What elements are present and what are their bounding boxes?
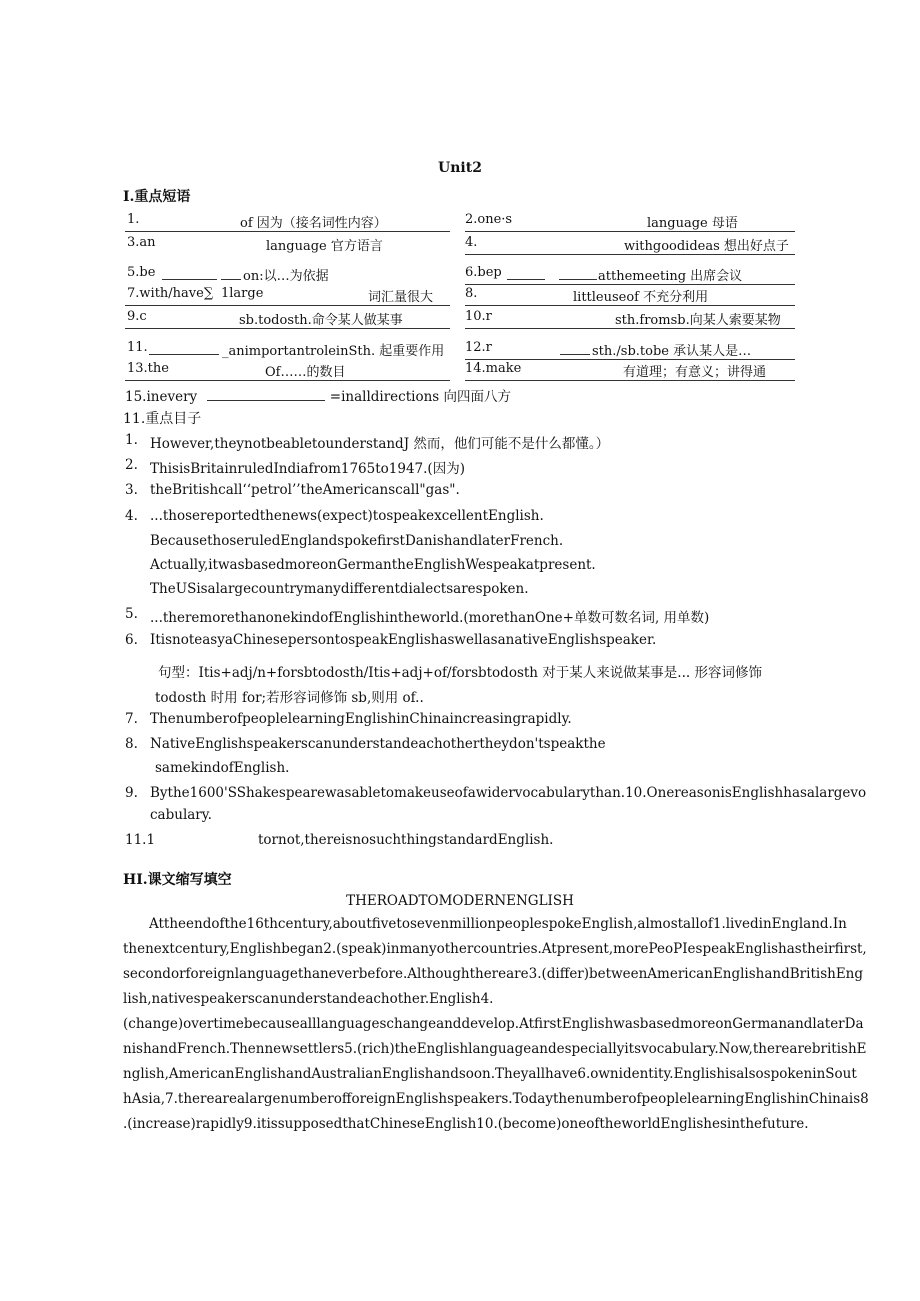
- passage-body: [123, 912, 869, 1137]
- phrase-number: 4.: [465, 235, 478, 250]
- phrase-number: 9.c: [127, 309, 147, 324]
- passage-line: nishandFrench.Thennewsettlers5.(rich)theEnglishlanguageandespeciallyitsvocabulary.Now,therearebritishE: [123, 1041, 867, 1057]
- sentence-text: ...thosereportedthenews(expect)tospeakexcellentEnglish.: [150, 508, 544, 524]
- phrase-number: 14.make: [465, 361, 522, 376]
- phrase-number: 3.an: [127, 235, 156, 250]
- phrase-text: of 因为（接名词性内容）: [240, 216, 387, 231]
- phrase-row: [125, 340, 795, 360]
- passage-line: hAsia,7.therearealargenumberofforeignEnglishspeakers.TodaythenumberofpeoplelearningEnglishinChinais8: [123, 1091, 869, 1107]
- phrase-right-cell: [465, 309, 795, 329]
- passage-title: THEROADTOMODERNENGLISH: [346, 893, 574, 909]
- phrase-number: 5.be: [127, 265, 156, 280]
- phrase-number: 11.: [127, 340, 148, 355]
- phrase-number: 2.one·s: [465, 212, 513, 227]
- sentence-number: 2.: [125, 457, 138, 473]
- sentence-text: TheUSisalargecountrymanydifferentdialectsarespoken.: [150, 581, 529, 597]
- sentence-text: tornot,thereisnosuchthingstandardEnglish.: [258, 832, 554, 848]
- phrase-number: 7.with/have∑: [127, 286, 214, 301]
- phrase-row: [125, 235, 795, 255]
- phrase-row-15: [125, 385, 511, 405]
- phrase-text: =inalldirections 向四面八方: [329, 389, 512, 405]
- sentence-number: 1.: [125, 432, 138, 448]
- sentence-text: theBritishcall‘‘petrol’’theAmericanscall"gas".: [150, 482, 460, 498]
- sentence-text: ThenumberofpeoplelearningEnglishinChinaincreasingrapidly.: [150, 711, 572, 727]
- phrase-text: sth./sb.tobe 承认某人是…: [592, 344, 752, 359]
- phrase-text: 词汇量很大: [368, 290, 434, 305]
- phrase-right-cell: [465, 286, 795, 306]
- phrase-number: 13.the: [127, 361, 169, 376]
- passage-line: secondorforeignlanguagethaneverbefore.Althoughthereare3.(differ)betweenAmericanEnglishandBritishEng: [123, 966, 864, 982]
- phrase-right-cell: [465, 340, 795, 360]
- phrase-right-cell: [465, 265, 795, 285]
- section-heading-sentences: 11.重点目子: [123, 411, 202, 427]
- sentence-text: However,theynotbeabletounderstandJ 然而，他们可能不是什么都懂。）: [150, 436, 610, 452]
- sentence-number: 9.: [125, 785, 138, 801]
- fill-blank: [162, 267, 217, 280]
- phrase-text: atthemeeting 出席会议: [598, 269, 743, 284]
- phrase-row: [125, 286, 795, 306]
- phrase-number: 8.: [465, 286, 478, 301]
- sentence-text: ItisnoteasyaChinesepersontospeakEnglishaswellasanativeEnglishspeaker.: [150, 632, 657, 648]
- sentence-number: 5.: [125, 606, 138, 622]
- section-heading-phrases: I.重点短语: [123, 189, 191, 205]
- phrase-right-cell: [465, 235, 795, 255]
- passage-line: Attheendofthe16thcentury,aboutfivetosevenmillionpeoplespokeEnglish,almostallof1.livedinEngland.In: [149, 916, 847, 932]
- passage-line: thenextcentury,Englishbegan2.(speak)inmanyothercountries.Atpresent,morePeoPIespeakEnglishastheirfirst,: [123, 941, 867, 957]
- sentence-text: NativeEnglishspeakerscanunderstandeachothertheydon'tspeakthe: [150, 736, 606, 752]
- phrase-number: 15.inevery: [125, 389, 198, 405]
- page-title: Unit2: [438, 160, 482, 176]
- sentence-number: 11.1: [125, 832, 156, 848]
- sentence-text: todosth 时用 for;若形容词修饰 sb,则用 of..: [155, 690, 424, 706]
- passage-line: (change)overtimebecausealllanguageschangeanddevelop.AtfirstEnglishwasbasedmoreonGermanandlaterDa: [123, 1016, 864, 1032]
- phrase-number: 1.: [127, 212, 140, 227]
- sentence-number: 4.: [125, 508, 138, 524]
- sentence-text: 句型：Itis+adj/n+forsbtodosth/Itis+adj+of/forsbtodosth 对于某人来说做某事是... 形容词修饰: [158, 665, 762, 681]
- sentence-text: samekindofEnglish.: [155, 760, 290, 776]
- fill-blank: [560, 342, 590, 355]
- sentence-number: 6.: [125, 632, 138, 648]
- phrase-text: language 母语: [647, 216, 738, 231]
- phrase-left-cell: [125, 340, 450, 359]
- phrase-left-cell: [125, 235, 450, 254]
- phrase-left-cell: [125, 286, 450, 306]
- phrase-row: [125, 361, 795, 381]
- phrase-number: 10.r: [465, 309, 492, 324]
- fill-blank: [507, 267, 545, 280]
- phrase-text: 1large: [221, 286, 264, 301]
- phrase-row: [125, 309, 795, 329]
- sentence-text: BecausethoseruledEnglandspokefirstDanishandlaterFrench.: [150, 533, 564, 549]
- fill-blank: [207, 388, 325, 401]
- phrase-row: [125, 265, 795, 285]
- passage-line: .(increase)rapidly9.itissupposedthatChineseEnglish10.(become)oneoftheworldEnglishesinthefuture.: [123, 1116, 809, 1132]
- phrase-left-cell: [125, 309, 450, 329]
- sentence-text: ThisisBritainruledIndiafrom1765to1947.(因为): [150, 461, 465, 477]
- passage-line: lish,nativespeakerscanunderstandeachother.English4.: [123, 991, 494, 1007]
- sentence-number: 8.: [125, 736, 138, 752]
- phrase-right-cell: [465, 361, 795, 381]
- sentence-number: 3.: [125, 482, 138, 498]
- fill-blank: [221, 267, 241, 280]
- sentence-text: Actually,itwasbasedmoreonGermantheEnglishWespeakatpresent.: [150, 557, 596, 573]
- phrase-row: [125, 212, 795, 232]
- phrase-text: on:以…为依据: [243, 269, 329, 284]
- phrase-text: littleuseof 不充分利用: [573, 290, 709, 305]
- phrase-text: sth.fromsb.向某人索要某物: [615, 313, 781, 328]
- phrase-left-cell: [125, 265, 450, 284]
- fill-blank: [559, 267, 597, 280]
- phrase-right-cell: [465, 212, 795, 232]
- phrase-text: 有道理；有意义；讲得通: [623, 365, 767, 380]
- sentence-text: cabulary.: [150, 807, 212, 823]
- section-heading-summary: HI.课文缩写填空: [123, 872, 232, 888]
- sentence-text: ...theremorethanonekindofEnglishintheworld.(morethanOne+单数可数名词, 用单数): [150, 610, 710, 626]
- phrase-left-cell: [125, 361, 450, 381]
- phrase-text: _animportantroleinSth. 起重要作用: [222, 344, 445, 359]
- phrase-number: 12.r: [465, 340, 492, 355]
- phrase-text: sb.todosth.命令某人做某事: [239, 313, 403, 328]
- fill-blank: [149, 342, 219, 355]
- phrase-text: language 官方语言: [266, 239, 383, 254]
- phrase-number: 6.bep: [465, 265, 502, 280]
- passage-line: nglish,AmericanEnglishandAustralianEnglishandsoon.Theyallhave6.ownidentity.EnglishisalsospokeninSout: [123, 1066, 857, 1082]
- sentence-text: Bythe1600'SShakespearewasabletomakeuseofawidervocabularythan.10.OnereasonisEnglishhasalargevo: [150, 785, 867, 801]
- sentence-number: 7.: [125, 711, 138, 727]
- phrase-left-cell: [125, 212, 450, 232]
- phrase-text: Of……的数目: [265, 365, 346, 380]
- phrase-text: withgoodideas 想出好点子: [624, 239, 789, 254]
